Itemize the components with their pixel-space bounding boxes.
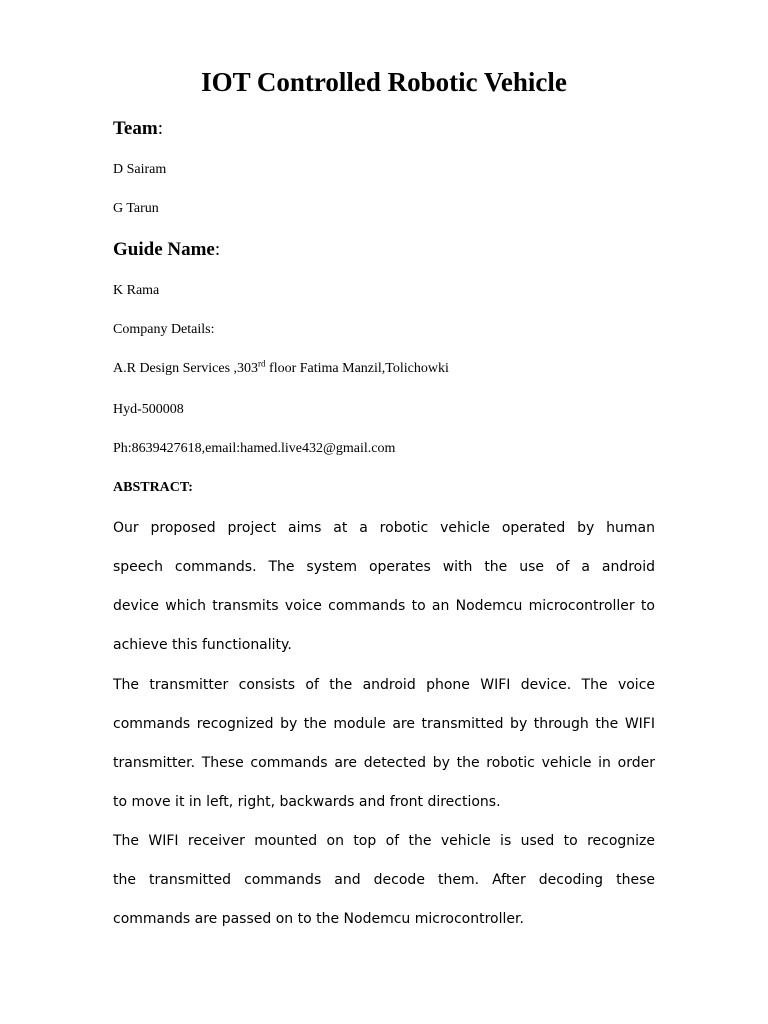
company-address	[113, 359, 449, 379]
company-address-part: floor Fatima Manzil,Tolichowki	[265, 361, 449, 376]
ordinal-suffix: rd	[258, 358, 266, 369]
abstract-line: speech commands. The system operates with the use of a android	[113, 559, 655, 575]
company-contact: Ph:8639427618,email:hamed.live432@gmail.com	[113, 441, 396, 456]
abstract-line: commands recognized by the module are transmitted by through the WIFI	[113, 716, 655, 732]
company-city: Hyd-500008	[113, 402, 184, 417]
team-member: D Sairam	[113, 162, 167, 177]
abstract-line: commands are passed on to the Nodemcu microcontroller.	[113, 911, 524, 927]
team-heading-text: Team	[113, 118, 158, 139]
guide-heading-text: Guide Name	[113, 239, 215, 260]
team-heading-colon: :	[157, 118, 163, 139]
abstract-line: Our proposed project aims at a robotic vehicle operated by human	[113, 520, 655, 536]
abstract-line: to move it in left, right, backwards and front directions.	[113, 794, 501, 810]
abstract-line: achieve this functionality.	[113, 637, 292, 653]
abstract-line: The transmitter consists of the android phone WIFI device. The voice	[113, 677, 655, 693]
abstract-line: transmitter. These commands are detected by the robotic vehicle in order	[113, 755, 655, 771]
team-heading	[113, 117, 163, 141]
guide-heading	[113, 238, 220, 262]
guide-name: K Rama	[113, 283, 160, 298]
abstract-line: the transmitted commands and decode them. After decoding these	[113, 872, 655, 888]
abstract-line: device which transmits voice commands to an Nodemcu microcontroller to	[113, 598, 655, 614]
company-details-label: Company Details:	[113, 322, 215, 337]
abstract-line: The WIFI receiver mounted on top of the vehicle is used to recognize	[113, 833, 655, 849]
company-address-part: A.R Design Services ,303	[113, 361, 259, 376]
abstract-heading: ABSTRACT:	[113, 480, 193, 495]
document-title: IOT Controlled Robotic Vehicle	[201, 67, 567, 97]
guide-heading-colon: :	[214, 239, 221, 260]
team-member: G Tarun	[113, 201, 159, 216]
